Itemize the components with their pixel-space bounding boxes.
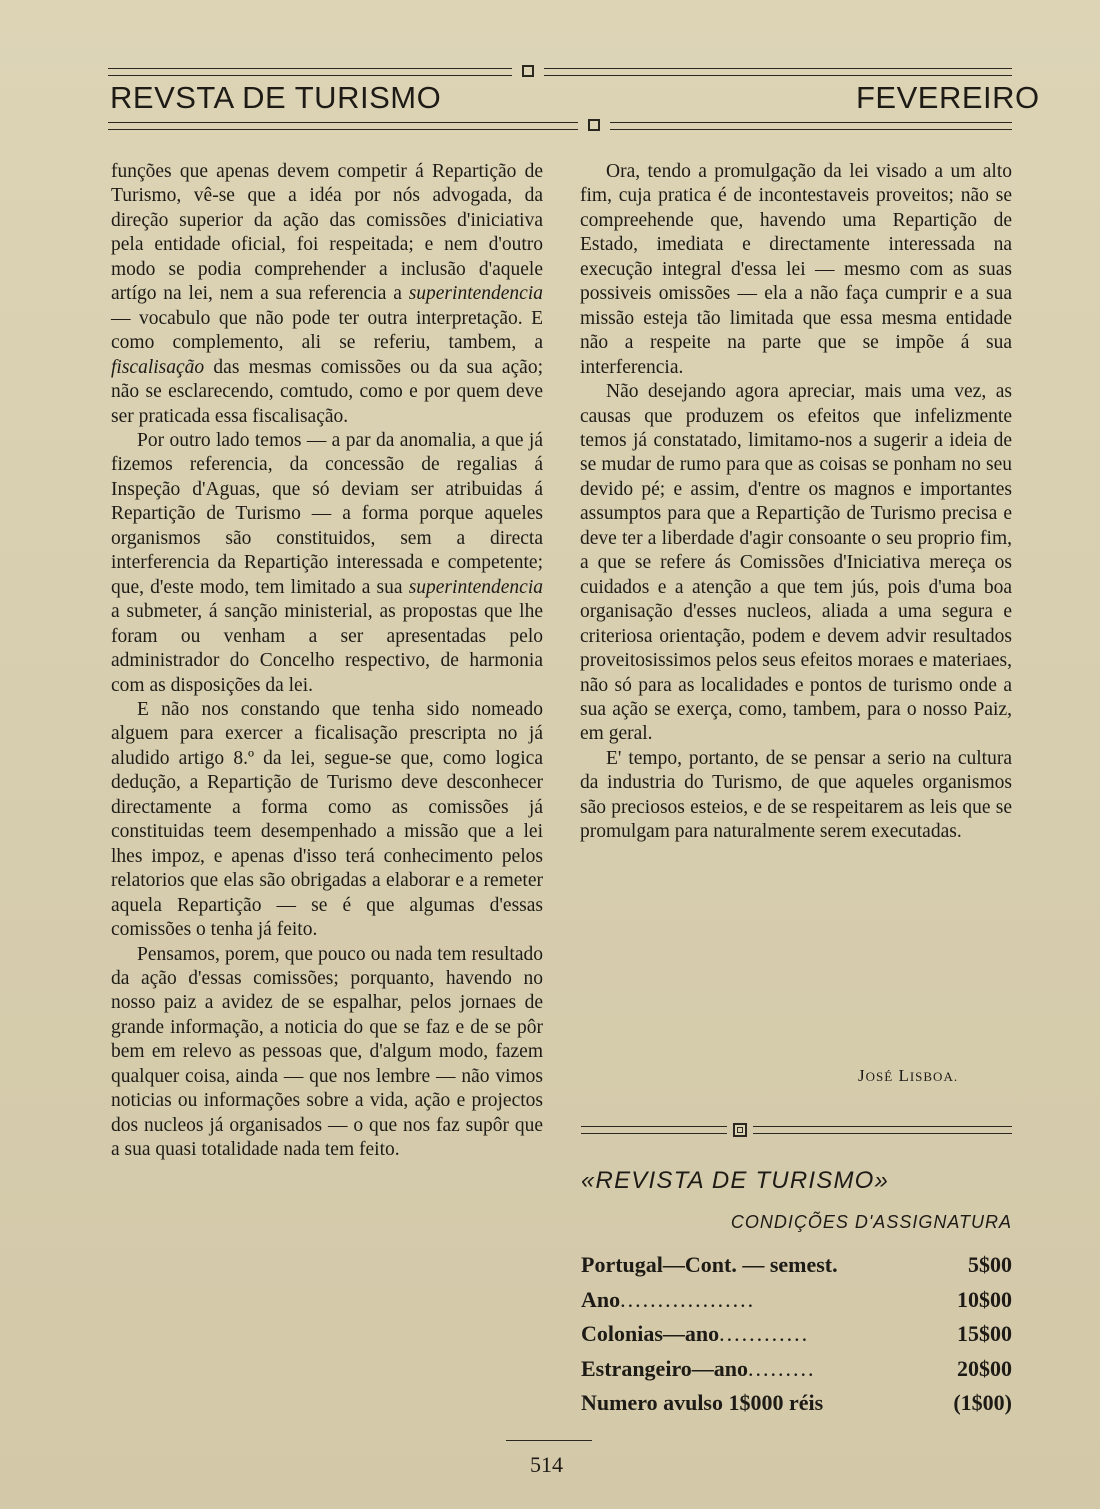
italic-term: superintendencia [408, 283, 543, 305]
left-column-text [111, 160, 543, 1163]
price-label: Estrangeiro—ano......... [581, 1355, 816, 1381]
text-run: — vocabulo que não pode ter outra interpretação. E como complemento, ali se referiu, tambem, a [111, 307, 543, 354]
subscription-conditions: CONDIÇÕES D'ASSIGNATURA [730, 1212, 1012, 1232]
italic-term: superintendencia [408, 576, 543, 598]
text-run: a submeter, á sanção ministerial, as propostas que lhe foram ou venham a ser apresentadas pelo administrador do Concelho respectivo, de harmonia com as disposições da lei. [111, 601, 543, 696]
subscription-rule-right [753, 1126, 1012, 1134]
price-table [581, 1248, 1012, 1421]
text-run: E' tempo, portanto, de se pensar a serio na cultura da industria do Turismo, de que aqueles organismos são preciosos esteios, e de se respeitarem as leis que se promulgam para naturalmente serem executadas. [580, 747, 1012, 843]
text-run: Não desejando agora apreciar, mais uma vez, as causas que produzem os efeitos que infelizmente temos já constatado, limitamo-nos a sugerir a ideia de se mudar de rumo para que as coisas se ponham no seu devido pé; e assim, d'entre os magnos e importantes assumptos para que a Repartição de Turismo precisa e deve ter a liberdade d'agir consoante o seu proprio fim, a que se refere ás Comissões d'Iniciativa mereça os cuidados e a atenção a que tem jús, pois d'uma boa organisação d'esses nucleos, aliada a uma segura e criteriosa orientação, podem e devem advir resultados proveitosissimos pelos seus efeitos moraes e materiaes, não só para as localidades e pontos de turismo onde a sua ação se exerça, como, tambem, para o nosso Paiz, em geral. [580, 381, 1012, 745]
price-row [581, 1352, 1012, 1387]
right-column-text [580, 160, 1012, 845]
author-signature: JOSÉ LISBOA. [858, 1066, 959, 1085]
price-label: Colonias—ano............ [581, 1321, 810, 1346]
paragraph [111, 160, 543, 429]
text-run: Ora, tendo a promulgação da lei visado a um alto fim, cuja pratica é de incontestaveis proveitos; não se compreehende que, havendo uma Repartição de Estado, imediata e directamente interessada na execução integral d'essa lei — mesmo com as suas possiveis omissões — ela a não faça cumprir e a sua missão esteja tão limitada que essa mesma entidade não a respeite na parte que se impõe á sua interferencia. [580, 161, 1012, 378]
price-label: Ano.................. [581, 1286, 756, 1312]
subscription-title: «REVISTA DE TURISMO» [581, 1167, 890, 1194]
paragraph [111, 698, 543, 943]
price-label: Numero avulso 1$000 réis [581, 1390, 824, 1415]
paragraph [580, 160, 1012, 380]
header-top-rule [108, 66, 1012, 78]
subscription-rule-left [581, 1126, 727, 1134]
paragraph [580, 747, 1012, 845]
issue-month: FEVEREIRO [856, 80, 1040, 115]
leader-dots: ......... [748, 1355, 816, 1381]
text-run: Pensamos, porem, que pouco ou nada tem resultado da ação d'essas comissões; porquanto, havendo no nosso paiz a avidez de se espalhar, pelos jornaes de grande informação, a noticia do que se faz e de se pôr bem em relevo as pessoas que, d'algum modo, fazem qualquer coisa, ainda — que nos lembre — não vimos noticias ou informações sobre a vida, ação e projectos dos nucleos já organisados — o que nos faz supôr que a sua quasi totalidade nada tem feito. [111, 943, 543, 1161]
paragraph [111, 943, 543, 1163]
page-number: 514 [530, 1452, 563, 1477]
magazine-title: REVSTA DE TURISMO [110, 80, 442, 115]
leader-dots: ............ [719, 1321, 810, 1346]
footer-rule [506, 1440, 592, 1441]
price-label: Portugal—Cont. — semest. [581, 1252, 838, 1277]
text-run: das mesmas comissões ou da sua ação; não se esclarecendo, comtudo, como e por quem deve ser praticada essa fiscalisação. [111, 356, 543, 427]
italic-term: fiscalisação [111, 356, 205, 378]
text-run: Por outro lado temos — a par da anomalia, a que já fizemos referencia, da concessão de regalias á Inspeção d'Aguas, que só deviam ser atribuidas á Repartição de Turismo — a forma porque aqueles organismos são constituidos, sem a directa interferencia da Repartição interessada e competente; que, d'este modo, tem limitado a sua [111, 429, 543, 598]
text-run: E não nos constando que tenha sido nomeado alguem para exercer a ficalisação prescripta no já aludido artigo 8.º da lei, segue-se que, como logica dedução, a Repartição de Turismo deve desconhecer directamente a forma como as comissões já constituidas teem desempenhado a missão que a lei lhes impoz, e apenas d'isso terá conhecimento pelos relatorios que elas são obrigadas a elaborar e a remeter aquela Repartição — se é que algumas d'essas comissões o tenha já feito. [111, 698, 543, 941]
price-value: 20$00 [957, 1355, 1012, 1381]
price-row [581, 1283, 1012, 1318]
ornament-box [733, 1123, 747, 1137]
price-value: 5$00 [968, 1252, 1012, 1277]
price-value: 10$00 [957, 1286, 1012, 1312]
paragraph [580, 380, 1012, 747]
price-row [581, 1317, 1012, 1352]
leader-dots: .................. [620, 1286, 756, 1312]
price-row [581, 1248, 1012, 1283]
price-value: 15$00 [957, 1321, 1012, 1346]
paragraph [111, 429, 543, 698]
price-row [581, 1386, 1012, 1421]
price-value: (1$00) [953, 1390, 1012, 1415]
text-run: funções que apenas devem competir á Repartição de Turismo, vê-se que a idéa por nós advogada, da direção superior da ação das comissões d'iniciativa pela entidade oficial, foi respeitada; e nem d'outro modo se podia comprehender a inclusão d'aquele artígo na lei, nem a sua referencia a [111, 161, 543, 305]
header-bottom-rule [108, 120, 1012, 132]
